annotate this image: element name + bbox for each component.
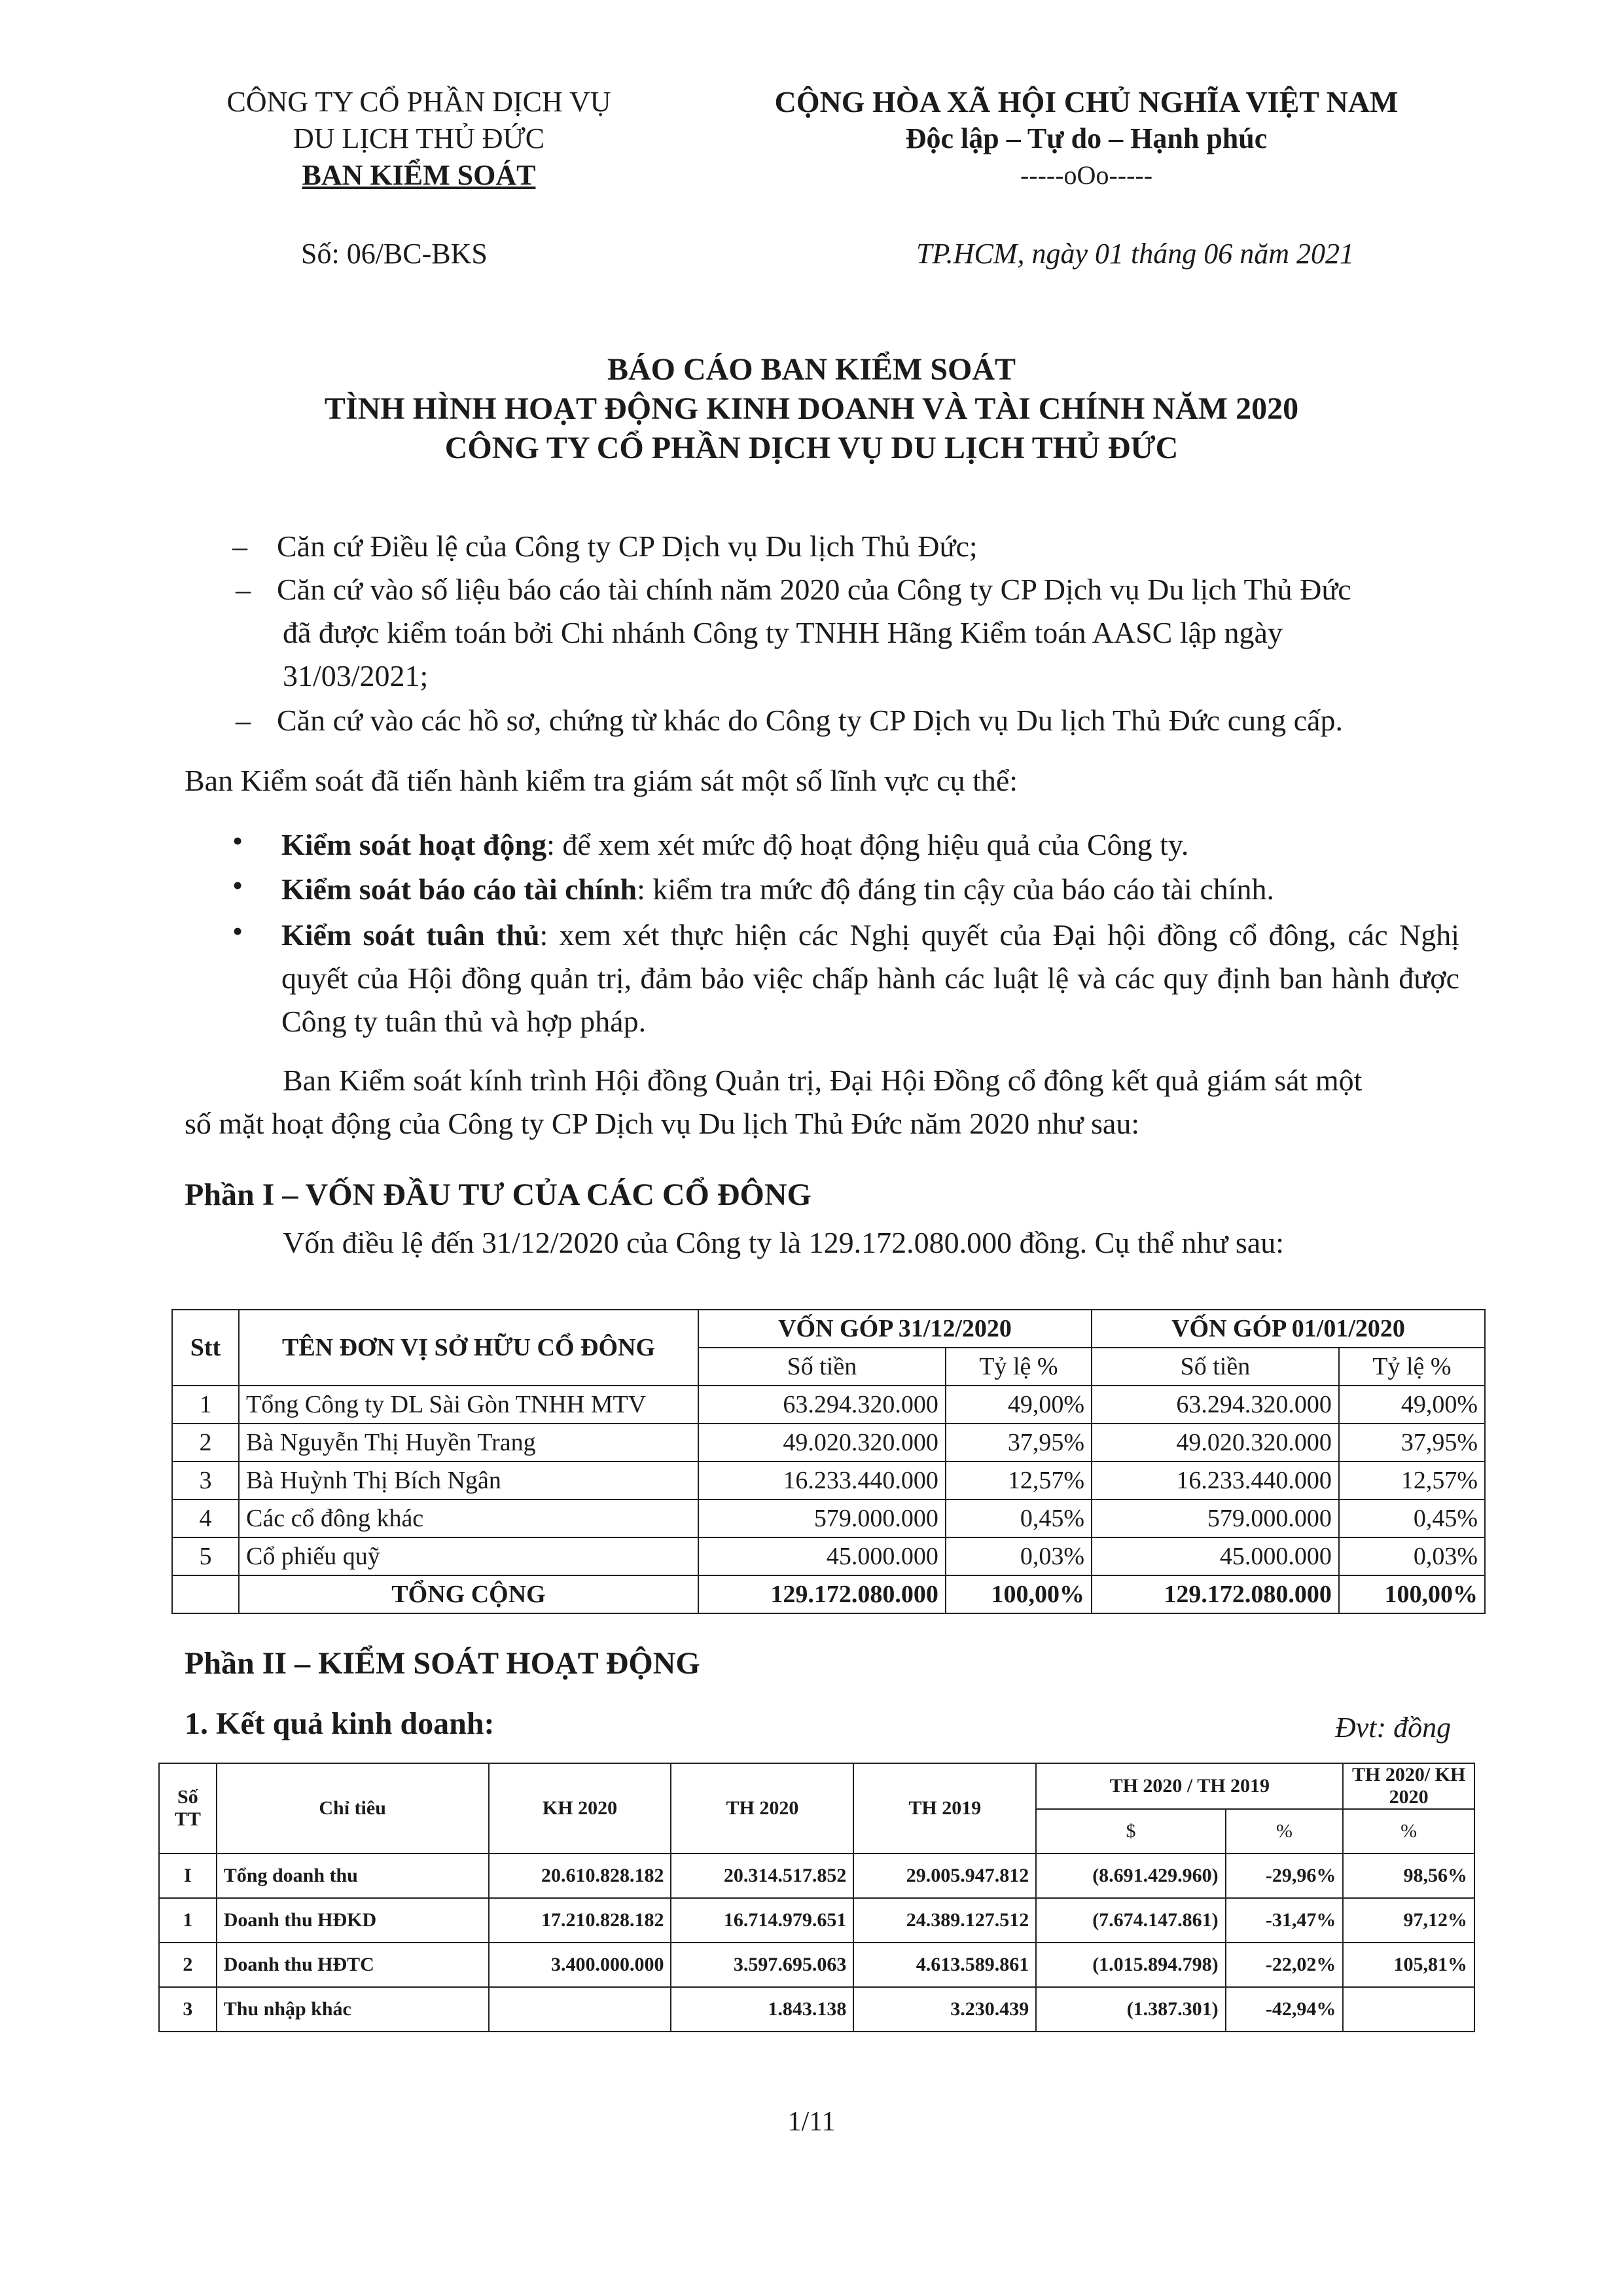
cell-pct: -42,94% <box>1226 1987 1344 2032</box>
cell-stt: I <box>159 1854 217 1898</box>
company-header <box>151 84 687 194</box>
basis-text-1: Căn cứ Điều lệ của Công ty CP Dịch vụ Du lịch Thủ Đức; <box>277 529 978 563</box>
cell-kh: 20.610.828.182 <box>489 1854 671 1898</box>
ornament: -----oOo----- <box>1020 160 1153 190</box>
cell-pct: 37,95% <box>1339 1424 1485 1462</box>
cell-name: Các cổ đông khác <box>239 1499 698 1537</box>
basis-text-2-line3: 31/03/2021; <box>283 659 429 692</box>
cell-diff: (8.691.429.960) <box>1036 1854 1225 1898</box>
col-amount: Số tiền <box>698 1348 946 1386</box>
part1-heading: Phần I – VỐN ĐẦU TƯ CỦA CÁC CỔ ĐÔNG <box>185 1177 812 1212</box>
cell-name: Bà Huỳnh Thị Bích Ngân <box>239 1462 698 1499</box>
cell-kh <box>489 1987 671 2032</box>
cell-stt: 4 <box>172 1499 239 1537</box>
table-header-row <box>172 1310 1485 1348</box>
part2-subtitle: 1. Kết quả kinh doanh: <box>185 1706 495 1741</box>
col-stt: Số TT <box>159 1763 217 1854</box>
col-stt: Stt <box>172 1310 239 1386</box>
cell-pct: 100,00% <box>1339 1575 1485 1613</box>
table-row <box>172 1499 1485 1537</box>
title-line2: TÌNH HÌNH HOẠT ĐỘNG KINH DOANH VÀ TÀI CHÍNH NĂM 2020 <box>324 391 1299 426</box>
cell-amount: 45.000.000 <box>1092 1537 1339 1575</box>
company-name-line2: DU LỊCH THỦ ĐỨC <box>293 122 545 154</box>
table-row <box>159 1987 1474 2032</box>
summary-paragraph-line2: số mặt hoạt động của Công ty CP Dịch vụ Du lịch Thủ Đức năm 2020 như sau: <box>185 1107 1140 1140</box>
title-line1: BÁO CÁO BAN KIỂM SOÁT <box>607 352 1016 387</box>
cell-stt: 3 <box>159 1987 217 2032</box>
cell-name: Doanh thu HĐKD <box>217 1898 489 1943</box>
dash-marker: – <box>236 573 251 606</box>
col-diff: $ <box>1036 1809 1225 1854</box>
cell-diff: (1.015.894.798) <box>1036 1943 1225 1987</box>
cell-pct: 12,57% <box>1339 1462 1485 1499</box>
page-number: 1/11 <box>787 2107 836 2137</box>
cell-th19: 3.230.439 <box>853 1987 1036 2032</box>
cell-amount: 63.294.320.000 <box>1092 1386 1339 1424</box>
national-header <box>726 84 1446 194</box>
table-row <box>159 1943 1474 1987</box>
cell-ratio: 98,56% <box>1343 1854 1474 1898</box>
document-title <box>131 350 1492 468</box>
cell-name: Cổ phiếu quỹ <box>239 1537 698 1575</box>
cell-amount: 129.172.080.000 <box>698 1575 946 1613</box>
bullet-3-title: Kiểm soát tuân thủ <box>281 918 540 952</box>
cell-amount: 579.000.000 <box>1092 1499 1339 1537</box>
col-th2019: TH 2019 <box>853 1763 1036 1854</box>
cell-amount: 63.294.320.000 <box>698 1386 946 1424</box>
bullet-2-title: Kiểm soát báo cáo tài chính <box>281 872 637 906</box>
col-pct: % <box>1226 1809 1344 1854</box>
cell-th20: 16.714.979.651 <box>671 1898 853 1943</box>
cell-pct: 0,45% <box>946 1499 1092 1537</box>
cell-kh: 3.400.000.000 <box>489 1943 671 1987</box>
cell-amount: 16.233.440.000 <box>698 1462 946 1499</box>
bullet-1-text: : để xem xét mức độ hoạt động hiệu quả của Công ty. <box>546 828 1189 861</box>
cell-stt: 1 <box>172 1386 239 1424</box>
part2-heading: Phần II – KIỂM SOÁT HOẠT ĐỘNG <box>185 1646 700 1681</box>
col-group-2020-12: VỐN GÓP 31/12/2020 <box>698 1310 1092 1348</box>
bullet-1-title: Kiểm soát hoạt động <box>281 828 547 861</box>
basis-item-2 <box>236 572 1351 607</box>
cell-th20: 20.314.517.852 <box>671 1854 853 1898</box>
col-amount: Số tiền <box>1092 1348 1339 1386</box>
cell-th20: 3.597.695.063 <box>671 1943 853 1987</box>
col-compare: TH 2020 / TH 2019 <box>1036 1763 1343 1809</box>
cell-pct: -29,96% <box>1226 1854 1344 1898</box>
cell-amount: 45.000.000 <box>698 1537 946 1575</box>
cell-pct: 49,00% <box>1339 1386 1485 1424</box>
cell-th19: 29.005.947.812 <box>853 1854 1036 1898</box>
cell-pct: 49,00% <box>946 1386 1092 1424</box>
cell-th19: 24.389.127.512 <box>853 1898 1036 1943</box>
cell-stt: 3 <box>172 1462 239 1499</box>
cell-ratio: 105,81% <box>1343 1943 1474 1987</box>
col-group-2020-01: VỐN GÓP 01/01/2020 <box>1092 1310 1485 1348</box>
cell-ratio <box>1343 1987 1474 2032</box>
motto: Độc lập – Tự do – Hạnh phúc <box>905 122 1268 154</box>
col-ratio: TH 2020/ KH 2020 <box>1343 1763 1474 1809</box>
cell-stt: 5 <box>172 1537 239 1575</box>
cell-pct: 100,00% <box>946 1575 1092 1613</box>
cell-kh: 17.210.828.182 <box>489 1898 671 1943</box>
cell-name: Tổng Công ty DL Sài Gòn TNHH MTV <box>239 1386 698 1424</box>
cell-stt: 2 <box>159 1943 217 1987</box>
cell-name: Doanh thu HĐTC <box>217 1943 489 1987</box>
bullet-item-1 <box>281 823 1459 867</box>
cell-ratio: 97,12% <box>1343 1898 1474 1943</box>
cell-pct: 37,95% <box>946 1424 1092 1462</box>
col-name: TÊN ĐƠN VỊ SỞ HỮU CỔ ĐÔNG <box>239 1310 698 1386</box>
shareholder-table <box>171 1309 1486 1614</box>
intro-paragraph: Ban Kiểm soát đã tiến hành kiểm tra giám sát một số lĩnh vực cụ thể: <box>185 764 1018 797</box>
bullet-marker: • <box>232 869 243 902</box>
bullet-3-text: : xem xét thực hiện các Nghị quyết của Đại hội đồng cổ đông, các Nghị quyết của Hội đồng quản trị, đảm bảo việc chấp hành các luật lệ và các quy định ban hành được Công ty tuân thủ và hợp pháp. <box>281 918 1459 1038</box>
basis-item-1 <box>232 529 978 564</box>
basis-text-2-line1: Căn cứ vào số liệu báo cáo tài chính năm 2020 của Công ty CP Dịch vụ Du lịch Thủ Đức <box>277 573 1351 606</box>
nation-name: CỘNG HÒA XÃ HỘI CHỦ NGHĨA VIỆT NAM <box>774 85 1399 118</box>
title-line3: CÔNG TY CỔ PHẦN DỊCH VỤ DU LỊCH THỦ ĐỨC <box>444 431 1179 465</box>
col-name: Chỉ tiêu <box>217 1763 489 1854</box>
table-total-row <box>172 1575 1485 1613</box>
cell-th20: 1.843.138 <box>671 1987 853 2032</box>
document-number: Số: 06/BC-BKS <box>301 238 488 270</box>
bullet-item-3 <box>281 914 1459 1043</box>
table-row <box>172 1537 1485 1575</box>
col-pct: % <box>1343 1809 1474 1854</box>
cell-diff: (7.674.147.861) <box>1036 1898 1225 1943</box>
bullet-marker: • <box>232 914 243 948</box>
summary-paragraph-line1: Ban Kiểm soát kính trình Hội đồng Quản trị, Đại Hội Đồng cổ đông kết quả giám sát một <box>283 1064 1363 1097</box>
cell-name: Tổng doanh thu <box>217 1854 489 1898</box>
col-pct: Tỷ lệ % <box>1339 1348 1485 1386</box>
cell-pct: 0,45% <box>1339 1499 1485 1537</box>
cell-amount: 579.000.000 <box>698 1499 946 1537</box>
cell-amount: 129.172.080.000 <box>1092 1575 1339 1613</box>
col-kh2020: KH 2020 <box>489 1763 671 1854</box>
basis-text-3: Căn cứ vào các hồ sơ, chứng từ khác do Công ty CP Dịch vụ Du lịch Thủ Đức cung cấp. <box>277 704 1343 737</box>
cell-diff: (1.387.301) <box>1036 1987 1225 2032</box>
cell-stt: 2 <box>172 1424 239 1462</box>
unit-label: Đvt: đồng <box>1335 1712 1452 1744</box>
cell-pct: 0,03% <box>1339 1537 1485 1575</box>
cell-pct: -31,47% <box>1226 1898 1344 1943</box>
cell-amount: 49.020.320.000 <box>1092 1424 1339 1462</box>
company-name-line1: CÔNG TY CỔ PHẦN DỊCH VỤ <box>226 86 611 118</box>
basis-text-2-line2: đã được kiểm toán bởi Chi nhánh Công ty TNHH Hãng Kiểm toán AASC lập ngày <box>283 616 1283 649</box>
document-date: TP.HCM, ngày 01 tháng 06 năm 2021 <box>916 238 1354 270</box>
table-header-row <box>159 1763 1474 1809</box>
cell-pct: 12,57% <box>946 1462 1092 1499</box>
table-row <box>159 1854 1474 1898</box>
bullet-2-text: : kiểm tra mức độ đáng tin cậy của báo cáo tài chính. <box>637 872 1275 906</box>
col-th2020: TH 2020 <box>671 1763 853 1854</box>
cell-total-label: TỔNG CỘNG <box>239 1575 698 1613</box>
cell-name: Thu nhập khác <box>217 1987 489 2032</box>
cell-amount: 16.233.440.000 <box>1092 1462 1339 1499</box>
table-row <box>172 1386 1485 1424</box>
cell-stt <box>172 1575 239 1613</box>
bullet-item-2 <box>281 868 1459 911</box>
cell-name: Bà Nguyễn Thị Huyền Trang <box>239 1424 698 1462</box>
department-name: BAN KIỂM SOÁT <box>302 159 536 191</box>
table-row <box>172 1424 1485 1462</box>
cell-stt: 1 <box>159 1898 217 1943</box>
col-pct: Tỷ lệ % <box>946 1348 1092 1386</box>
part1-subtitle: Vốn điều lệ đến 31/12/2020 của Công ty là 129.172.080.000 đồng. Cụ thể như sau: <box>283 1226 1284 1259</box>
table-row <box>159 1898 1474 1943</box>
basis-item-3 <box>236 703 1343 738</box>
dash-marker: – <box>236 704 251 737</box>
bullet-marker: • <box>232 824 243 857</box>
business-results-table <box>158 1763 1475 2032</box>
dash-marker: – <box>232 529 247 563</box>
table-row <box>172 1462 1485 1499</box>
cell-amount: 49.020.320.000 <box>698 1424 946 1462</box>
cell-th19: 4.613.589.861 <box>853 1943 1036 1987</box>
cell-pct: 0,03% <box>946 1537 1092 1575</box>
cell-pct: -22,02% <box>1226 1943 1344 1987</box>
